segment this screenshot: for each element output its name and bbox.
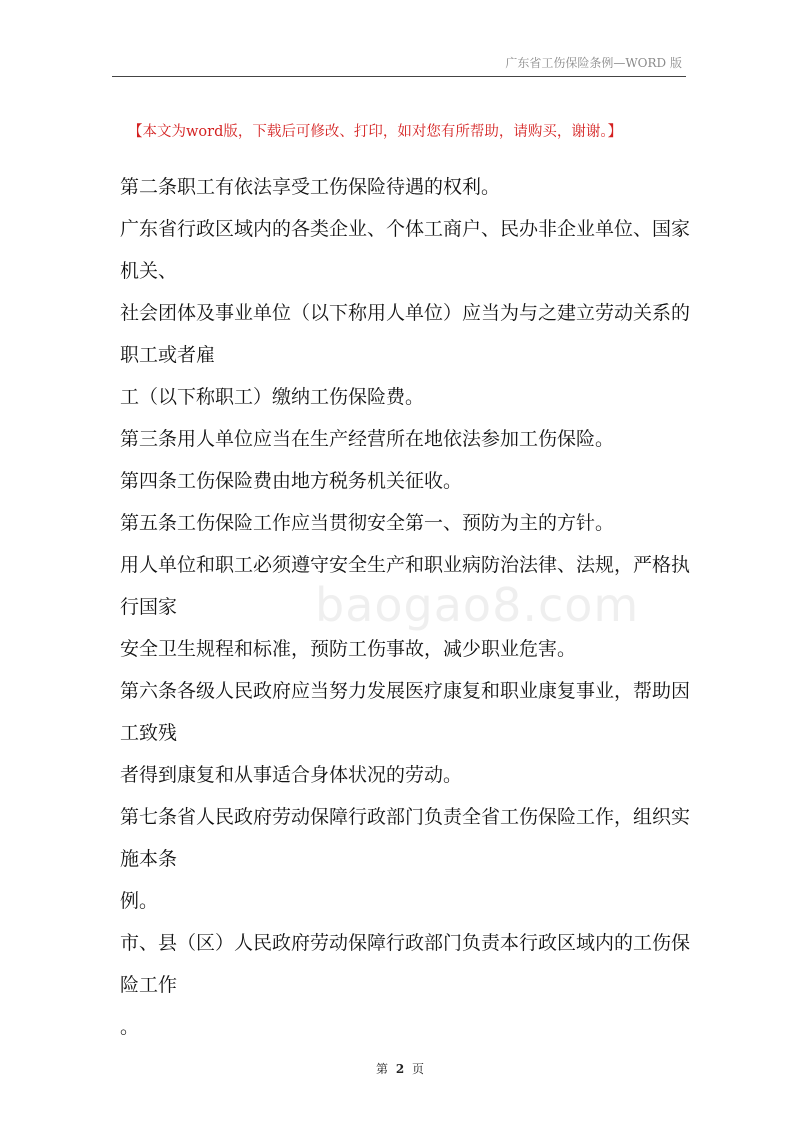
- text-line: 市、县（区）人民政府劳动保障行政部门负责本行政区域内的工伤保: [120, 932, 691, 954]
- watermark: baogao8.com: [315, 578, 640, 632]
- download-notice: 【本文为word版，下载后可修改、打印，如对您有所帮助，请购买，谢谢。】: [128, 124, 623, 140]
- text-line: 工（以下称职工）缴纳工伤保险费。: [120, 386, 425, 408]
- text-line: 例。: [120, 890, 159, 912]
- text-line: 行国家: [120, 596, 178, 618]
- header-title: 广东省工伤保险条例—WORD 版: [505, 56, 682, 70]
- text-line: 安全卫生规程和标准，预防工伤事故，减少职业危害。: [120, 638, 577, 660]
- text-line: 工致残: [120, 722, 178, 744]
- footer-prefix: 第: [375, 1062, 388, 1076]
- page-footer: [0, 1060, 800, 1077]
- page-number: 2: [395, 1062, 405, 1076]
- text-line: 社会团体及事业单位（以下称用人单位）应当为与之建立劳动关系的: [120, 302, 691, 324]
- text-line: 用人单位和职工必须遵守安全生产和职业病防治法律、法规，严格执: [120, 554, 691, 576]
- text-line: 第三条用人单位应当在生产经营所在地依法参加工伤保险。: [120, 428, 615, 450]
- footer-suffix: 页: [412, 1062, 425, 1076]
- text-line: 。: [120, 1016, 140, 1038]
- text-line: 施本条: [120, 848, 178, 870]
- text-line: 险工作: [120, 974, 178, 996]
- text-line: 广东省行政区域内的各类企业、个体工商户、民办非企业单位、国家: [120, 218, 691, 240]
- text-line: 第二条职工有依法享受工伤保险待遇的权利。: [120, 176, 501, 198]
- text-line: 第四条工伤保险费由地方税务机关征收。: [120, 470, 463, 492]
- text-line: 者得到康复和从事适合身体状况的劳动。: [120, 764, 463, 786]
- text-line: 第五条工伤保险工作应当贯彻安全第一、预防为主的方针。: [120, 512, 615, 534]
- text-line: 职工或者雇: [120, 344, 216, 366]
- page-header: [112, 50, 686, 77]
- text-line: 第七条省人民政府劳动保障行政部门负责全省工伤保险工作，组织实: [120, 806, 691, 828]
- text-line: 机关、: [120, 260, 178, 282]
- document-body: [120, 166, 692, 1048]
- text-line: 第六条各级人民政府应当努力发展医疗康复和职业康复事业，帮助因: [120, 680, 691, 702]
